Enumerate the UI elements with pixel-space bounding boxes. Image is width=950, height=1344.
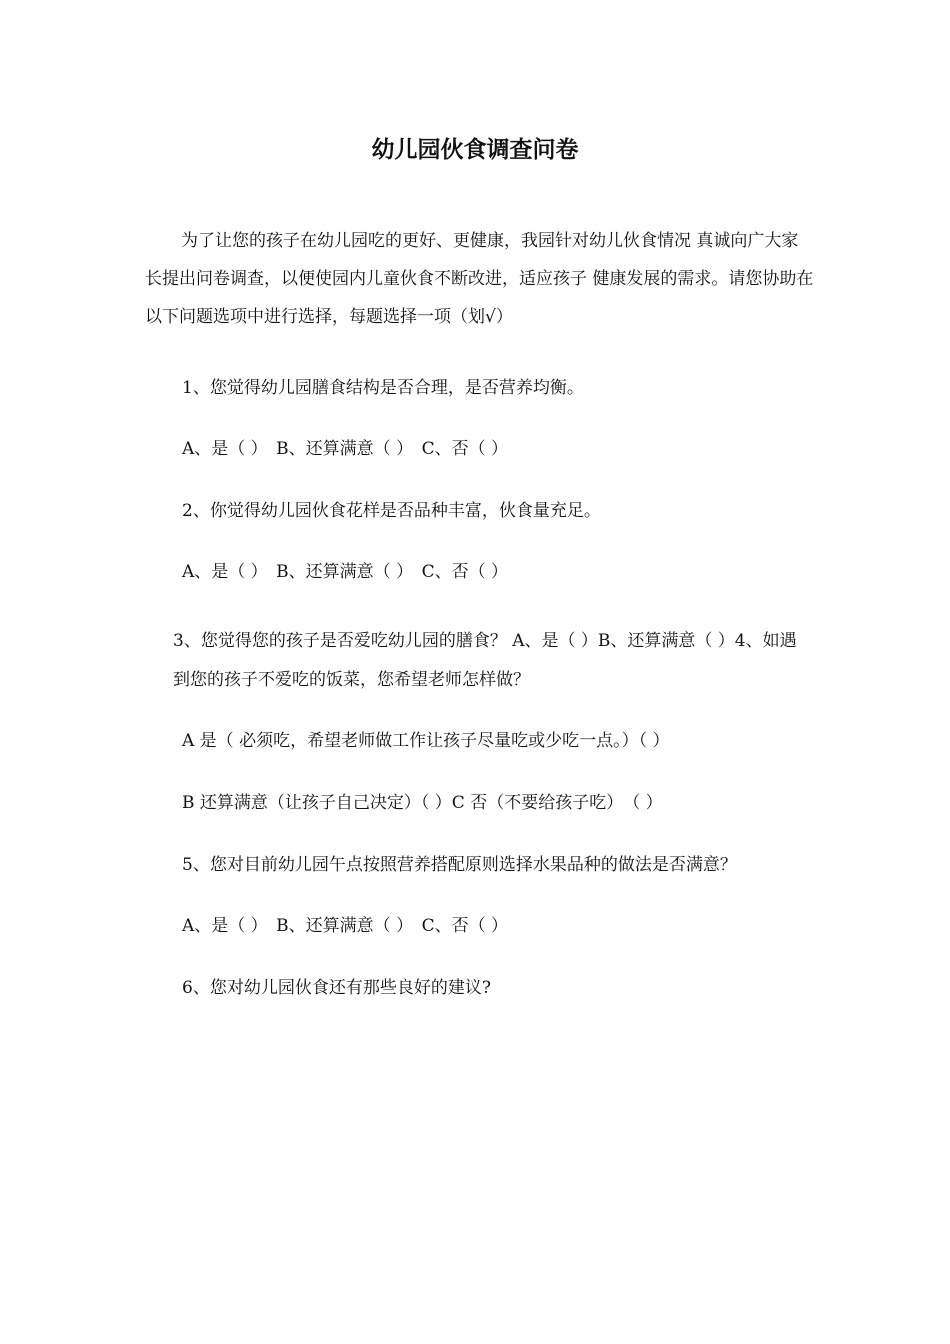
question-1-options: A、是（ ） B、还算满意（ ） C、否（ ） [182, 439, 508, 459]
question-5-options: A、是（ ） B、还算满意（ ） C、否（ ） [182, 916, 508, 936]
page-title: 幼儿园伙食调查问卷 [371, 136, 579, 163]
question-2: 2、你觉得幼儿园伙食花样是否品种丰富，伙食量充足。 [182, 501, 601, 521]
question-5: 5、您对目前幼儿园午点按照营养搭配原则选择水果品种的做法是否满意？ [182, 855, 737, 875]
question-2-options: A、是（ ） B、还算满意（ ） C、否（ ） [182, 562, 508, 582]
question-6: 6、您对幼儿园伙食还有那些良好的建议? [182, 978, 491, 998]
question-1: 1、您觉得幼儿园膳食结构是否合理，是否营养均衡。 [182, 378, 584, 398]
question-3-and-4: 3、您觉得您的孩子是否爱吃幼儿园的膳食？ A、是（ ）B、还算满意（ ）4、如遇到您的孩子不爱吃的饭菜，您希望老师怎样做？ [173, 631, 797, 690]
intro-paragraph [145, 222, 815, 336]
intro-text: 为了让您的孩子在幼儿园吃的更好、更健康，我园针对幼儿伙食情况 真诚向广大家长提出问卷调查，以便使园内儿童伙食不断改进，适应孩子 健康发展的需求。请您协助在以下问题选项中进行选择，每题选择一项（划√） [145, 231, 814, 327]
question-4-option-bc: B 还算满意（让孩子自己决定）（ ）C 否（不要给孩子吃） （ ） [182, 793, 663, 813]
question-4-option-a: A 是（ 必须吃，希望老师做工作让孩子尽量吃或少吃一点。）（ ） [182, 731, 670, 751]
